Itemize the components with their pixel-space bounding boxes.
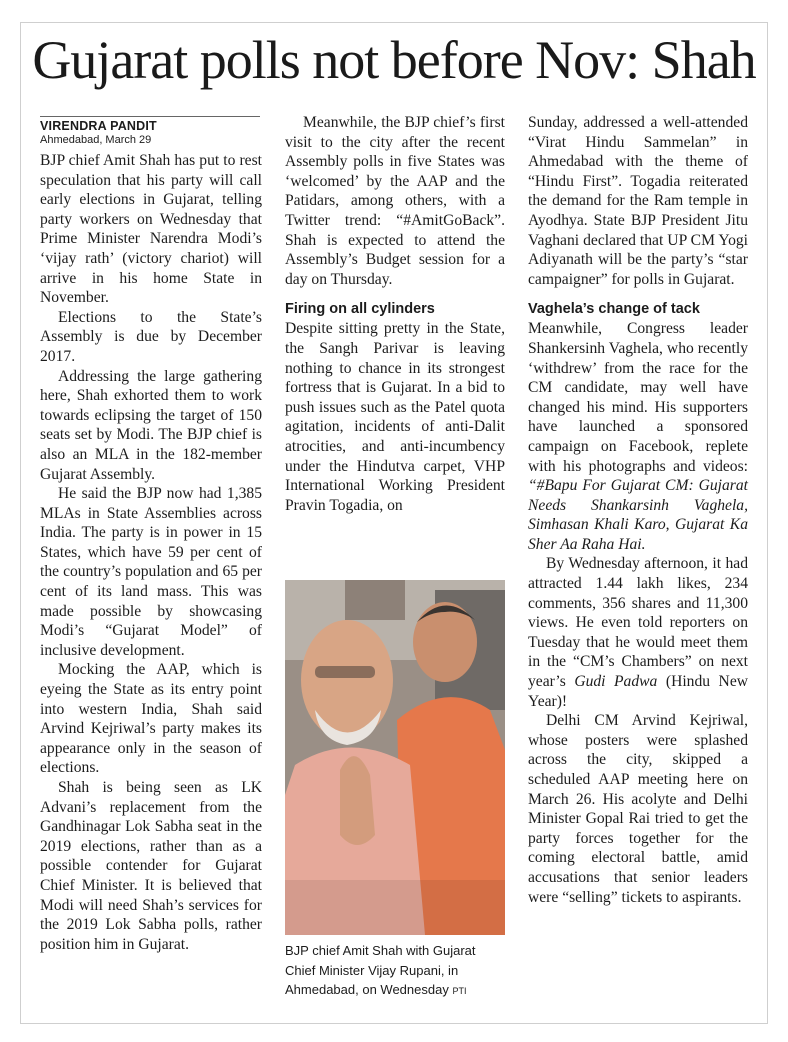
headline: Gujarat polls not before Nov: Shah bbox=[32, 30, 756, 90]
paragraph: Mocking the AAP, which is eyeing the State as its entry point into western India, Shah said Arvind Kejriwal’s party makes its appearance only in the season of elections. bbox=[40, 661, 262, 777]
paragraph: Shah is being seen as LK Advani’s replacement from the Gandhinagar Lok Sabha seat in the 2019 elections, rather than as a possible contender for Gujarat Chief Minister. It is believed that Modi will need Shah’s services for the 2019 Lok Sabha polls, rather position him in Gujarat. bbox=[40, 779, 262, 953]
byline bbox=[40, 116, 260, 146]
news-photo bbox=[285, 580, 505, 935]
article-column-2 bbox=[285, 113, 505, 515]
photo-caption bbox=[285, 941, 507, 1002]
article-column-3 bbox=[528, 113, 748, 907]
caption-text: BJP chief Amit Shah with Gujarat Chief Minister Vijay Rupani, in Ahmedabad, on Wednesday bbox=[285, 943, 476, 997]
paragraph: BJP chief Amit Shah has put to rest speculation that his party will call early elections in Gujarat, telling party workers on Wednesday that Prime Minister Narendra Modi’s ‘vijay rath’ (victory chariot) will arrive in his home State in November. bbox=[40, 152, 262, 307]
paragraph bbox=[528, 554, 748, 711]
quoted-slogan: “#Bapu For Gujarat CM: Gujarat Needs Shankarsinh Vaghela, Simhasan Khali Karo, Gujarat Ka Sher Aa Raha Hai. bbox=[528, 477, 748, 553]
dateline: Ahmedabad, March 29 bbox=[40, 134, 152, 146]
article-column-1 bbox=[40, 151, 262, 954]
paragraph: Addressing the large gathering here, Shah exhorted them to work towards eclipsing the target of 150 seats set by Modi. The BJP chief is also an MLA in the 182-member Gujarat Assembly. bbox=[40, 367, 262, 483]
paragraph: Elections to the State’s Assembly is due by December 2017. bbox=[40, 308, 262, 365]
festival-name: Gudi Padwa bbox=[574, 673, 658, 691]
paragraph: Sunday, addressed a well-attended “Virat Hindu Sammelan” in Ahmedabad with the theme of “Hindu First”. Togadia reiterated the demand for the Ram temple in Ayodhya. State BJP President Jitu Vaghani declared that UP CM Yogi Adiyanath will be the party’s “star campaigner” for polls in Gujarat. bbox=[528, 114, 748, 288]
photo-illustration bbox=[285, 580, 505, 935]
paragraph: He said the BJP now had 1,385 MLAs in State Assemblies across India. The party is in power in 15 States, which have 59 per cent of the country’s population and 65 per cent of its land mass. This was made possible by showcasing Modi’s “Gujarat Model” of inclusive development. bbox=[40, 485, 262, 659]
paragraph bbox=[528, 319, 748, 554]
paragraph: Meanwhile, the BJP chief’s first visit to the city after the recent Assembly polls in five States was ‘welcomed’ by the AAP and the Patidars, among others, with a Twitter trend: “#AmitGoBack”. Shah is expected to attend the Assembly’s Budget session for a day on Thursday. bbox=[285, 114, 505, 288]
paragraph-text: Meanwhile, Congress leader Shankersinh Vaghela, who recently ‘withdrew’ from the race for the CM candidate, may well have changed his mind. His supporters have launched a sponsored campaign on Facebook, replete with his photographs and videos: bbox=[528, 320, 748, 475]
subheading: Firing on all cylinders bbox=[285, 301, 435, 318]
paragraph: Despite sitting pretty in the State, the Sangh Parivar is leaving nothing to chance in its strongest fortress that is Gujarat. In a bid to push issues such as the Patel quota agitation, incidents of anti-Dalit atrocities, and anti-incumbency under the Hindutva carpet, VHP International Working President Pravin Togadia, on bbox=[285, 320, 505, 514]
subheading: Vaghela’s change of tack bbox=[528, 301, 700, 318]
paragraph-text: (Hindu New Year)! bbox=[528, 673, 749, 710]
paragraph: Delhi CM Arvind Kejriwal, whose posters were splashed across the city, skipped a scheduled AAP meeting here on March 26. His acolyte and Delhi Minister Gopal Rai tried to get the party forces together for the coming electoral battle, amid accusations that senior leaders were “selling” tickets to aspirants. bbox=[528, 712, 748, 906]
paragraph-text: By Wednesday afternoon, it had attracted 1.44 lakh likes, 234 comments, 356 shares and 11,300 views. He even told reporters on Tuesday that he would meet them in the “CM’s Chambers” on next year’s bbox=[528, 555, 748, 691]
author-name: VIRENDRA PANDIT bbox=[40, 119, 157, 133]
photo-credit: PTI bbox=[452, 986, 467, 996]
